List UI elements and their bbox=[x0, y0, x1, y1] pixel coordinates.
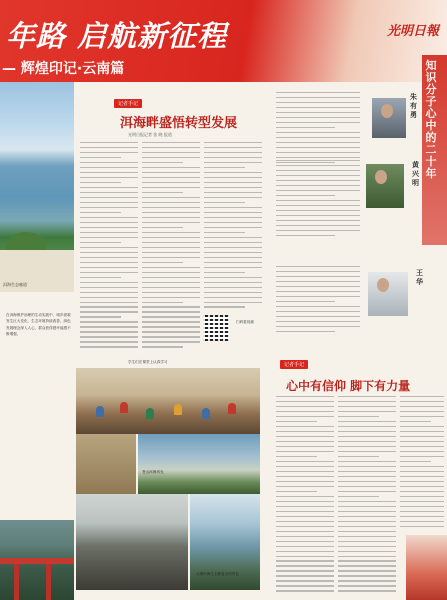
lake-landscape-photo bbox=[138, 434, 260, 494]
section2-column-1 bbox=[276, 396, 334, 595]
profile-1-text bbox=[276, 92, 360, 167]
village-photo bbox=[76, 434, 136, 494]
profile-portrait bbox=[368, 272, 408, 316]
banner-subtitle: — 辉煌印记·云南篇 bbox=[2, 61, 125, 77]
profile-name: 王华 bbox=[416, 268, 423, 286]
profile-name: 朱有勇 bbox=[410, 92, 417, 119]
student-figure bbox=[120, 402, 128, 413]
top-banner bbox=[0, 0, 447, 82]
student-figure bbox=[146, 408, 154, 419]
right-feature-title: 知识分子心中的二十年 bbox=[425, 59, 437, 180]
left-column-text: 在洱海保护治理的生动实践中，城乡面貌发生巨大变化，生态环境持续改善，绿色发展理念深入人心，群众获得感幸福感不断增强。 bbox=[6, 313, 71, 336]
profile-portrait bbox=[366, 164, 404, 208]
section2-title: 心中有信仰 脚下有力量 bbox=[286, 379, 411, 393]
article-column-1 bbox=[80, 142, 138, 351]
qr-code-note: 扫码看视频 bbox=[236, 320, 254, 324]
bridge-photo bbox=[0, 520, 74, 600]
bay-photo bbox=[76, 494, 188, 590]
bridge-deck-shape bbox=[0, 558, 74, 564]
lake-photo bbox=[0, 82, 74, 292]
lake-photo-caption: 洱海生态廊道 bbox=[3, 282, 27, 287]
wetland-caption: 大理洱海生态修复后的景色 bbox=[196, 572, 240, 576]
section2-column-2 bbox=[338, 396, 396, 595]
great-wall-graphic bbox=[406, 535, 447, 600]
banner-title: 年路 启航新征程 bbox=[6, 19, 228, 53]
newspaper-masthead: 光明日報 bbox=[386, 24, 439, 39]
student-figure bbox=[96, 406, 104, 417]
profile-portrait bbox=[372, 98, 406, 138]
lake-landscape-caption: 苍山洱海风光 bbox=[142, 470, 164, 474]
classroom-photo bbox=[76, 368, 260, 434]
qr-code[interactable] bbox=[203, 315, 229, 341]
profile-3-text bbox=[276, 266, 360, 336]
student-figure bbox=[202, 408, 210, 419]
section2-column-3 bbox=[400, 396, 444, 531]
student-figure bbox=[228, 403, 236, 414]
bridge-pier bbox=[14, 564, 19, 600]
classroom-photo-caption: 学生们在课堂上认真学习 bbox=[128, 360, 168, 364]
article-title: 洱海畔盛悟转型发展 bbox=[120, 116, 238, 131]
section2-tag: 记者手记 bbox=[280, 360, 308, 369]
profile-name: 黄兴明 bbox=[412, 160, 419, 187]
profile-2-text bbox=[276, 160, 360, 240]
article-byline: 光明日报记者 张 晓 报道 bbox=[128, 132, 172, 137]
bridge-pier bbox=[46, 564, 51, 600]
article-tag: 记者手记 bbox=[114, 99, 142, 108]
student-figure bbox=[174, 404, 182, 415]
article-column-3 bbox=[204, 142, 262, 311]
article-column-2 bbox=[142, 142, 200, 351]
